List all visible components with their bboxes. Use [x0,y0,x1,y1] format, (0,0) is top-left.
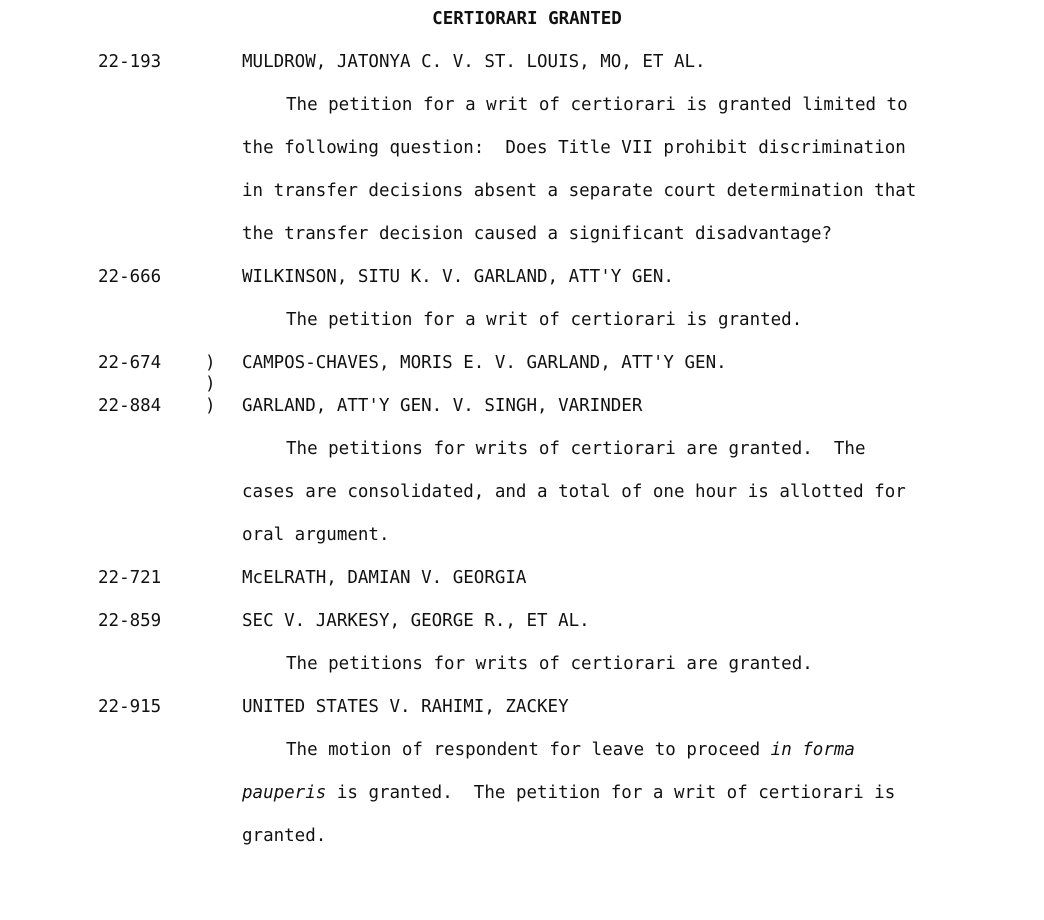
docket-number: 22-721 [98,568,162,588]
order-text-line: oral argument. [242,525,390,545]
docket-number: 22-193 [98,52,162,72]
order-text-line: The petition for a writ of certiorari is granted. [286,310,803,330]
docket-number: 22-915 [98,697,162,717]
italic-latin-phrase: in forma [770,740,855,760]
case-caption: McELRATH, DAMIAN V. GEORGIA [242,568,527,588]
docket-number: 22-666 [98,267,162,287]
case-caption: WILKINSON, SITU K. V. GARLAND, ATT'Y GEN. [242,267,674,287]
order-text-line: The petitions for writs of certiorari are granted. [286,654,813,674]
case-caption: GARLAND, ATT'Y GEN. V. SINGH, VARINDER [242,396,643,416]
consolidation-bracket-mark: ) [205,396,216,416]
order-text-line: in transfer decisions absent a separate court determination that [242,181,917,201]
case-caption: MULDROW, JATONYA C. V. ST. LOUIS, MO, ET AL. [242,52,706,72]
case-caption: SEC V. JARKESY, GEORGE R., ET AL. [242,611,590,631]
order-text-line [286,739,855,761]
case-caption: CAMPOS-CHAVES, MORIS E. V. GARLAND, ATT'Y GEN. [242,353,727,373]
order-text-line: granted. [242,826,327,846]
order-text-line: the transfer decision caused a significant disadvantage? [242,224,833,244]
order-text-line: The petitions for writs of certiorari are granted. The [286,439,866,459]
docket-number: 22-674 [98,353,162,373]
case-caption: UNITED STATES V. RAHIMI, ZACKEY [242,697,569,717]
order-text-line: The petition for a writ of certiorari is granted limited to [286,95,908,115]
consolidation-bracket-mark: ) [205,353,216,373]
consolidation-bracket-mark: ) [205,374,216,394]
section-heading: CERTIORARI GRANTED [432,9,622,29]
order-text-segment: is granted. The petition for a writ of certiorari is [326,783,896,803]
order-text-line [242,782,895,804]
italic-latin-phrase: pauperis [242,783,327,803]
docket-number: 22-859 [98,611,162,631]
order-text-segment: The motion of respondent for leave to proceed [286,740,771,760]
order-text-line: the following question: Does Title VII prohibit discrimination [242,138,906,158]
order-text-line: cases are consolidated, and a total of one hour is allotted for [242,482,906,502]
docket-number: 22-884 [98,396,162,416]
